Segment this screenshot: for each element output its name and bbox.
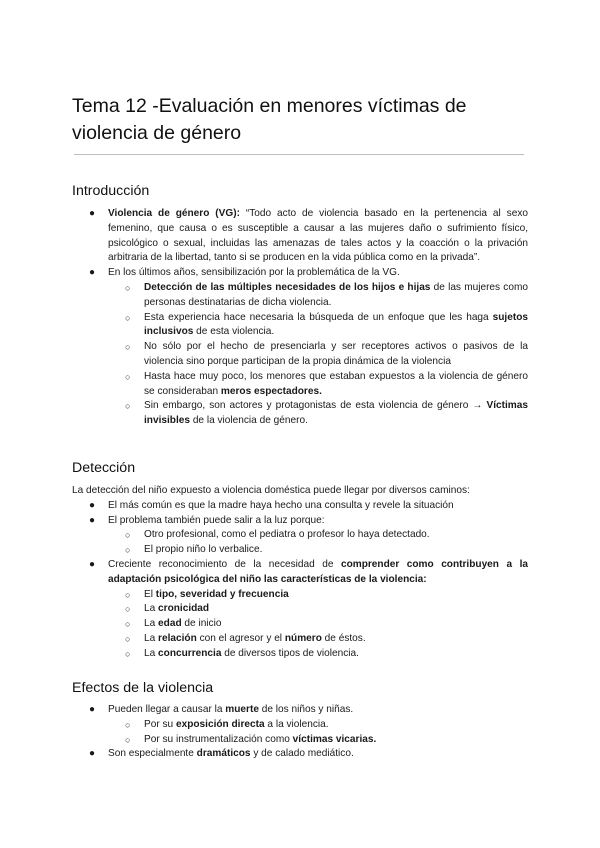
sub-list-item: ○ Esta experiencia hace necesaria la búsqueda de un enfoque que les haga sujetos inclusivos de esta violencia. <box>125 311 528 338</box>
bullet-disc-icon: ● <box>89 499 96 511</box>
sub-list-item: ○ La edad de inicio <box>108 617 528 632</box>
bullet-circle-icon: ○ <box>125 633 131 644</box>
paragraph: La detección del niño expuesto a violencia doméstica puede llegar por diversos caminos: <box>72 485 470 496</box>
sub-list-item: ○ Detección de las múltiples necesidades de los hijos e hijas de las mujeres como personas destinatarias de dicha violencia. <box>125 281 528 308</box>
bullet-circle-icon: ○ <box>125 604 131 615</box>
heading-efectos: Efectos de la violencia <box>72 680 214 696</box>
bullet-circle-icon: ○ <box>125 619 131 630</box>
bullet-circle-icon: ○ <box>125 734 131 745</box>
heading-introduccion: Introducción <box>72 183 150 199</box>
bullet-circle-icon: ○ <box>125 401 131 412</box>
list-item: ● En los últimos años, sensibilización por la problemática de la VG. ○ Detección de las múltiples necesidades de los hijos e hijas de las mujeres como personas destinatarias de dicha violencia. ○ Esta experiencia hace necesaria la búsqueda de un enfoque que les haga sujetos inclusivos de esta violencia. ○ No sólo por el hecho de presenciarla y ser receptores activos o pasivos de la violencia sino porque participan de la propia dinámica de la violencia ○ Hasta hace muy poco, los menores que estaban expuestos a la violencia de género se consideraban meros espectadores. ○ Sin embargo, son actores y protagonistas de esta violencia de género → Víctimas invisibles de la violencia de género. <box>72 266 528 429</box>
list-item: ● Son especialmente dramáticos y de calado mediático. <box>72 747 528 762</box>
bullet-disc-icon: ● <box>89 514 96 526</box>
document-title: Tema 12 -Evaluación en menores víctimas de violencia de género <box>72 95 467 144</box>
bullet-circle-icon: ○ <box>125 312 131 323</box>
sub-list-item: ○ Otro profesional, como el pediatra o profesor lo haya detectado. <box>108 528 528 543</box>
bullet-disc-icon: ● <box>89 208 96 219</box>
list-item: ● Pueden llegar a causar la muerte de los niños y niñas. ○ Por su exposición directa a la violencia. ○ Por su instrumentalización como víctimas vicarias. <box>72 703 528 747</box>
heading-deteccion: Detección <box>72 460 136 476</box>
bullet-disc-icon: ● <box>89 267 96 279</box>
sub-list-item: ○ Por su instrumentalización como víctimas vicarias. <box>108 733 528 748</box>
bullet-disc-icon: ● <box>89 748 96 760</box>
section-deteccion <box>72 484 528 662</box>
section-introduccion <box>72 207 528 429</box>
list-item: ● Violencia de género (VG): “Todo acto de violencia basado en la pertenencia al sexo femenino, que causa o es susceptible a causar a las mujeres daño o sufrimiento físico, psicológico o sexual, incluidas las amenazas de tales actos y la coacción o la privación arbitraria de la libertad, tanto si se producen en la vida pública como en la privada”. <box>89 208 528 264</box>
sub-list-item: ○ No sólo por el hecho de presenciarla y ser receptores activos o pasivos de la violencia sino porque participan de la propia dinámica de la violencia <box>125 341 528 367</box>
sub-list-item: ○ Sin embargo, son actores y protagonistas de esta violencia de género → Víctimas invisibles de la violencia de género. <box>125 400 528 427</box>
sub-list-item: ○ Hasta hace muy poco, los menores que estaban expuestos a la violencia de género se consideraban meros espectadores. <box>125 370 528 397</box>
sub-list-item: ○ El tipo, severidad y frecuencia <box>108 588 528 603</box>
list-item: ● Creciente reconocimiento de la necesidad de comprender como contribuyen a la adaptación psicológica del niño las características de la violencia: ○ El tipo, severidad y frecuencia ○ La cronicidad ○ La edad de inicio ○ La relación con el agresor y el número de éstos. ○ La concurrencia de diversos tipos de violencia. <box>72 558 528 662</box>
sub-list-item: ○ La concurrencia de diversos tipos de violencia. <box>108 647 528 662</box>
bullet-circle-icon: ○ <box>125 371 131 382</box>
section-efectos <box>72 703 528 762</box>
list-item: ● El más común es que la madre haya hecho una consulta y revele la situación <box>72 499 528 514</box>
sub-list-item: ○ La relación con el agresor y el número de éstos. <box>108 632 528 647</box>
sub-list-item: ○ El propio niño lo verbalice. <box>108 543 528 558</box>
bullet-disc-icon: ● <box>89 704 96 715</box>
bullet-circle-icon: ○ <box>125 342 131 353</box>
list-item: ● El problema también puede salir a la luz porque: ○ Otro profesional, como el pediatra o profesor lo haya detectado. ○ El propio niño lo verbalice. <box>72 514 528 558</box>
sub-list-item: ○ La cronicidad <box>108 602 528 617</box>
bullet-circle-icon: ○ <box>125 719 131 730</box>
bullet-circle-icon: ○ <box>125 648 131 659</box>
sub-list-item: ○ Por su exposición directa a la violencia. <box>108 718 528 733</box>
bullet-circle-icon: ○ <box>125 282 131 293</box>
bullet-circle-icon: ○ <box>125 530 131 541</box>
bullet-circle-icon: ○ <box>125 545 131 556</box>
bullet-disc-icon: ● <box>89 558 96 570</box>
bullet-circle-icon: ○ <box>125 589 131 600</box>
title-divider <box>74 154 524 155</box>
